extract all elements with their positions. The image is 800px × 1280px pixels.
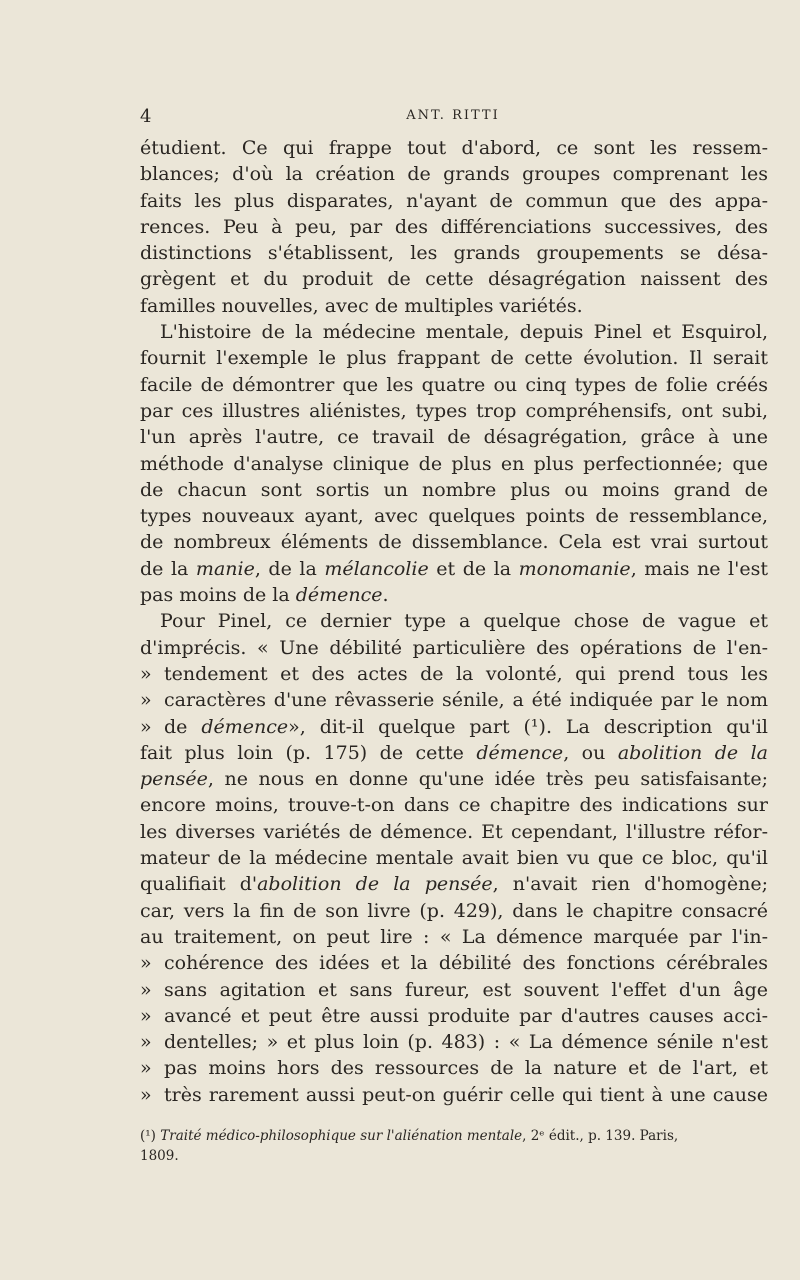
text-line <box>140 1082 768 1108</box>
text-segment: rences. Peu à peu, par des différenciations successives, des <box>140 215 768 238</box>
text-line <box>140 792 768 818</box>
text-segment: Pour Pinel, ce dernier type a quelque chose de vague et <box>160 610 768 633</box>
italic-text: manie <box>195 557 255 580</box>
italic-text: monomanie <box>518 557 631 580</box>
text-line <box>140 266 768 292</box>
text-segment: , de la <box>254 557 325 580</box>
text-segment: avancé et peut être aussi produite par d'autres causes acci- <box>164 1004 768 1027</box>
text-segment: l'un après l'autre, ce travail de désagrégation, grâce à une <box>140 426 768 449</box>
text-segment: car, vers la fin de son livre (p. 429), dans le chapitre consacré <box>140 899 768 922</box>
running-head: ANT. RITTI <box>406 108 500 123</box>
text-segment: caractères d'une rêvasserie sénile, a été indiquée par le nom <box>164 689 768 712</box>
italic-text: démence <box>295 584 383 607</box>
text-segment: sans agitation et sans fureur, est souvent l'effet d'un âge <box>164 978 768 1001</box>
text-line <box>140 188 768 214</box>
text-line <box>140 845 768 871</box>
text-segment: fournit l'exemple le plus frappant de cette évolution. Il serait <box>140 347 768 370</box>
text-segment: de la <box>140 557 196 580</box>
quote-mark: » <box>140 978 152 1001</box>
text-segment: qualifiait d' <box>140 873 258 896</box>
text-line <box>140 214 768 240</box>
text-segment: . <box>382 584 389 607</box>
text-line <box>140 608 768 634</box>
text-line <box>140 161 768 187</box>
text-segment: cohérence des idées et la débilité des fonctions cérébrales <box>164 952 768 975</box>
text-line <box>140 819 768 845</box>
text-line <box>140 582 768 608</box>
text-line <box>140 1029 768 1055</box>
text-segment: distinctions s'établissent, les grands groupements se désa- <box>140 242 768 265</box>
quote-mark: » <box>140 1031 152 1054</box>
text-segment: grègent et du produit de cette désagrégation naissent des <box>140 268 768 291</box>
text-segment: les diverses variétés de démence. Et cependant, l'illustre réfor- <box>140 820 768 843</box>
text-segment: très rarement aussi peut-on guérir celle qui tient à une cause <box>164 1083 768 1106</box>
text-line <box>140 766 768 792</box>
text-line <box>140 477 768 503</box>
text-segment: blances; d'où la création de grands groupes comprenant les <box>140 163 768 186</box>
body-text <box>140 135 768 1108</box>
text-line <box>140 898 768 924</box>
footnote-line <box>140 1126 768 1146</box>
text-segment: », dit-il quelque part (¹). La description qu'il <box>288 715 769 738</box>
text-line <box>140 661 768 687</box>
italic-text: pensée <box>140 768 208 791</box>
text-line <box>140 924 768 950</box>
text-segment: de <box>164 715 202 738</box>
text-segment: et de la <box>428 557 519 580</box>
quote-mark: » <box>140 715 152 738</box>
quote-mark: » <box>140 689 152 712</box>
text-segment: faits les plus disparates, n'ayant de commun que des appa- <box>140 189 768 212</box>
text-line <box>140 977 768 1003</box>
text-segment: , ne nous en donne qu'une idée très peu satisfaisante; <box>207 768 768 791</box>
text-line <box>140 372 768 398</box>
text-segment: de chacun sont sortis un nombre plus ou moins grand de <box>140 478 768 501</box>
footnote-rest: , 2ᵉ édit., p. 139. Paris, <box>522 1128 679 1144</box>
text-line <box>140 950 768 976</box>
text-segment: tendement et des actes de la volonté, qui prend tous les <box>164 662 768 685</box>
page-header <box>140 106 766 130</box>
text-line <box>140 345 768 371</box>
quote-mark: » <box>140 1057 152 1080</box>
italic-text: abolition de la <box>617 741 768 764</box>
text-segment: , mais ne l'est <box>630 557 768 580</box>
footnote-title: Traité médico-philosophique sur l'aliénation mentale <box>160 1128 523 1144</box>
text-line <box>140 451 768 477</box>
text-segment: fait plus loin (p. 175) de cette <box>140 741 477 764</box>
text-segment: d'imprécis. « Une débilité particulière des opérations de l'en- <box>140 636 768 659</box>
italic-text: mélancolie <box>324 557 429 580</box>
text-segment: facile de démontrer que les quatre ou cinq types de folie créés <box>140 373 768 396</box>
text-line <box>140 871 768 897</box>
quote-mark: » <box>140 1083 152 1106</box>
text-line <box>140 398 768 424</box>
text-line <box>140 635 768 661</box>
text-segment: , n'avait rien d'homogène; <box>492 873 768 896</box>
text-line <box>140 740 768 766</box>
text-line <box>140 1055 768 1081</box>
text-segment: méthode d'analyse clinique de plus en plus perfectionnée; que <box>140 452 768 475</box>
footnote-line-2: 1809. <box>140 1148 179 1164</box>
text-line <box>140 503 768 529</box>
text-segment: étudient. Ce qui frappe tout d'abord, ce sont les ressem- <box>140 137 768 159</box>
italic-text: démence <box>201 715 289 738</box>
text-segment: au traitement, on peut lire : « La démence marquée par l'in- <box>140 925 768 948</box>
text-line <box>140 424 768 450</box>
text-segment: L'histoire de la médecine mentale, depuis Pinel et Esquirol, <box>160 321 768 344</box>
footnote-marker: (¹) <box>140 1128 156 1144</box>
text-segment: mateur de la médecine mentale avait bien vu que ce bloc, qu'il <box>140 847 768 870</box>
text-line <box>140 293 768 319</box>
text-line <box>140 1003 768 1029</box>
text-segment: de nombreux éléments de dissemblance. Cela est vrai surtout <box>140 531 768 554</box>
text-segment: , ou <box>563 741 618 764</box>
text-segment: par ces illustres aliénistes, types trop compréhensifs, ont subi, <box>140 399 768 422</box>
page-number: 4 <box>140 106 152 127</box>
text-segment: types nouveaux ayant, avec quelques points de ressemblance, <box>140 505 768 528</box>
text-segment: encore moins, trouve-t-on dans ce chapitre des indications sur <box>140 794 768 817</box>
text-line <box>140 240 768 266</box>
text-segment: pas moins hors des ressources de la nature et de l'art, et <box>164 1057 768 1080</box>
text-segment: familles nouvelles, avec de multiples variétés. <box>140 294 583 317</box>
quote-mark: » <box>140 662 152 685</box>
italic-text: abolition de la pensée <box>257 873 493 896</box>
quote-mark: » <box>140 952 152 975</box>
text-line <box>140 319 768 345</box>
text-segment: pas moins de la <box>140 584 296 607</box>
text-line <box>140 529 768 555</box>
footnotes <box>140 1126 768 1166</box>
text-line <box>140 714 768 740</box>
italic-text: démence <box>476 741 564 764</box>
quote-mark: » <box>140 1004 152 1027</box>
text-line <box>140 687 768 713</box>
text-line <box>140 556 768 582</box>
text-segment: dentelles; » et plus loin (p. 483) : « La démence sénile n'est <box>164 1031 768 1054</box>
text-line <box>140 135 768 161</box>
